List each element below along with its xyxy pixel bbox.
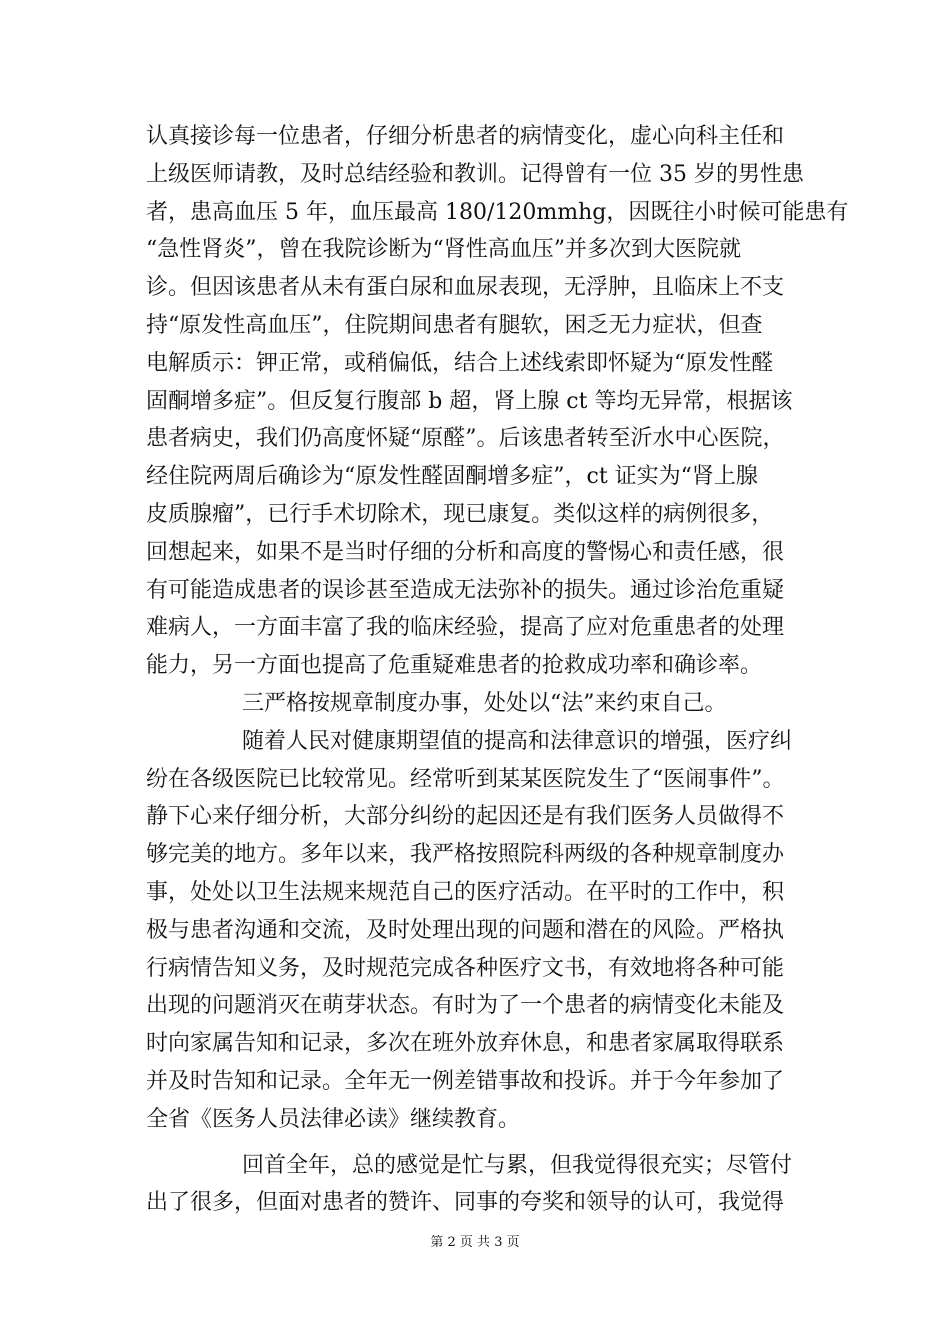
text-line: 能力，另一方面也提高了危重疑难患者的抢救成功率和确诊率。 [146,653,763,679]
text-line: 随着人民对健康期望值的提高和法律意识的增强，医疗纠 [242,728,793,754]
page-footer: 第 2 页 共 3 页 [430,1235,520,1250]
text-line: 经住院两周后确诊为“原发性醛固酮增多症”，ct 证实为“肾上腺 [146,464,758,490]
text-line: 者，患高血压 5 年，血压最高 180/120mmhg，因既往小时候可能患有 [146,199,849,225]
text-line: 事，处处以卫生法规来规范自己的医疗活动。在平时的工作中，积 [146,879,785,905]
text-line: 认真接诊每一位患者，仔细分析患者的病情变化，虚心向科主任和 [146,124,785,149]
text-line: 有可能造成患者的误诊甚至造成无法弥补的损失。通过诊治危重疑 [146,577,785,603]
text-line: 时向家属告知和记录，多次在班外放弃休息，和患者家属取得联系 [146,1031,785,1057]
text-line: 够完美的地方。多年以来，我严格按照院科两级的各种规章制度办 [146,842,785,868]
text-line: “急性肾炎”，曾在我院诊断为“肾性高血压”并多次到大医院就 [146,237,741,263]
text-line: 回想起来，如果不是当时仔细的分析和高度的警惕心和责任感，很 [146,539,785,565]
text-line: 出了很多，但面对患者的赞许、同事的夸奖和领导的认可，我觉得 [146,1190,785,1216]
text-line: 极与患者沟通和交流，及时处理出现的问题和潜在的风险。严格执 [146,917,785,943]
text-line: 静下心来仔细分析，大部分纠纷的起因还是有我们医务人员做得不 [146,804,785,830]
text-line: 固酮增多症”。但反复行腹部 b 超，肾上腺 ct 等均无异常，根据该 [146,388,793,414]
text-line: 出现的问题消灭在萌芽状态。有时为了一个患者的病情变化未能及 [146,993,785,1019]
text-line: 电解质示：钾正常，或稍偏低，结合上述线索即怀疑为“原发性醛 [146,350,774,376]
text-line: 皮质腺瘤”，已行手术切除术，现已康复。类似这样的病例很多， [146,501,774,527]
body-text [146,118,849,1222]
text-line: 行病情告知义务，及时规范完成各种医疗文书，有效地将各种可能 [146,955,785,981]
text-line: 患者病史，我们仍高度怀疑“原醛”。后该患者转至沂水中心医院， [146,426,785,452]
text-line: 回首全年，总的感觉是忙与累，但我觉得很充实；尽管付 [242,1152,793,1178]
text-line: 持“原发性高血压”，住院期间患者有腿软，困乏无力症状，但查 [146,312,763,338]
text-line: 上级医师请教，及时总结经验和教训。记得曾有一位 35 岁的男性患 [146,161,804,187]
text-line: 纷在各级医院已比较常见。经常听到某某医院发生了“医闹事件”。 [146,766,785,792]
text-line: 难病人，一方面丰富了我的临床经验，提高了应对危重患者的处理 [146,615,785,641]
text-line: 三严格按规章制度办事，处处以“法”来约束自己。 [242,690,727,716]
text-line: 全省《医务人员法律必读》继续教育。 [146,1106,521,1132]
text-line: 诊。但因该患者从未有蛋白尿和血尿表现，无浮肿，且临床上不支 [146,275,785,301]
text-line: 并及时告知和记录。全年无一例差错事故和投诉。并于今年参加了 [146,1068,785,1094]
